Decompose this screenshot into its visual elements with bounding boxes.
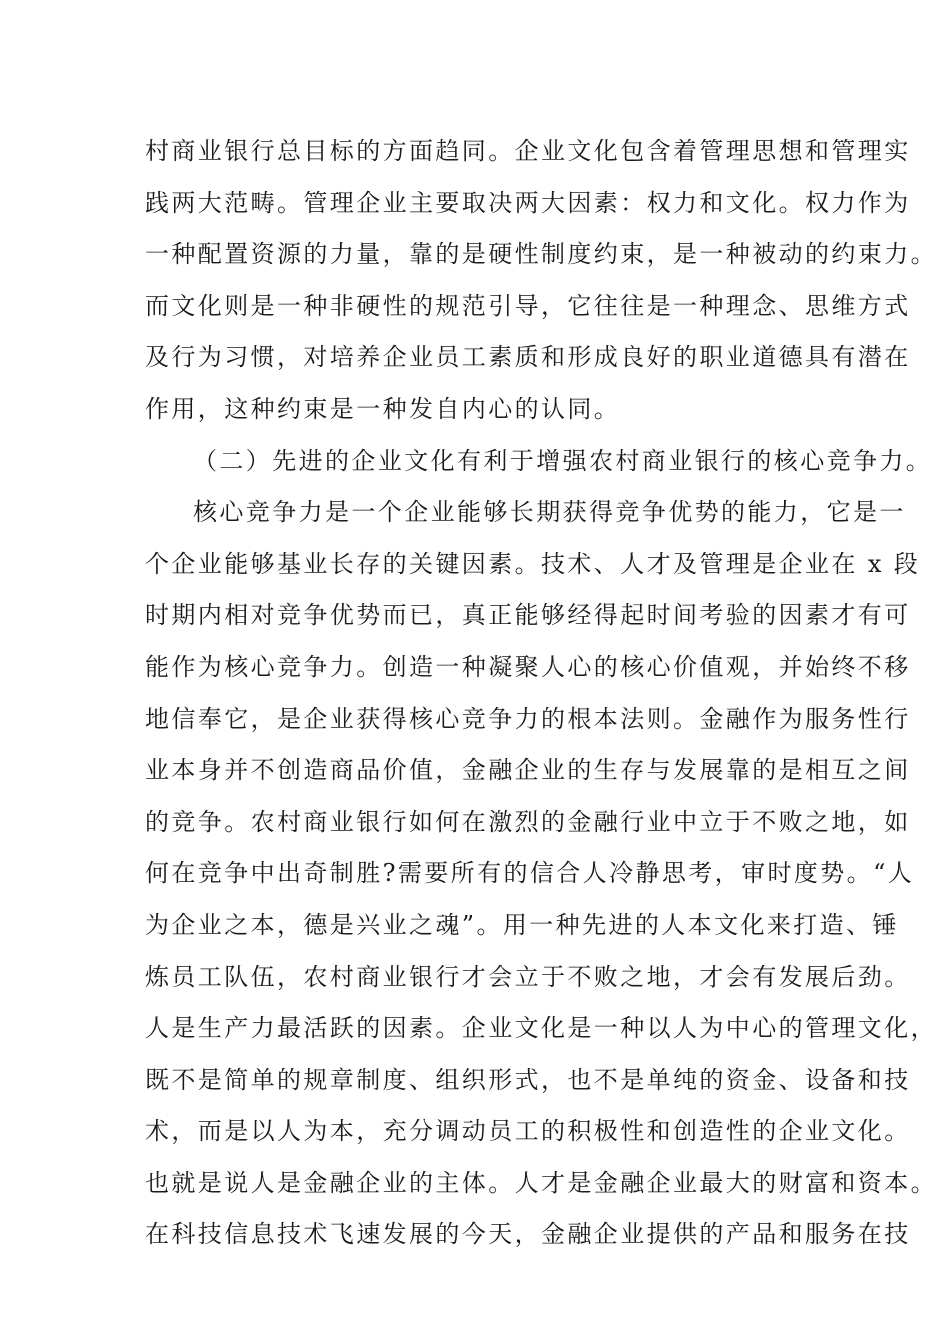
- paragraph-line: 地信奉它，是企业获得核心竞争力的根本法则。金融作为服务性行: [145, 704, 911, 733]
- paragraph-line: 术，而是以人为本，充分调动员工的积极性和创造性的企业文化。: [145, 1117, 911, 1146]
- document-body: [145, 126, 937, 1261]
- paragraph-line: 业本身并不创造商品价值，金融企业的生存与发展靠的是相互之间: [145, 756, 911, 785]
- paragraph-line: 何在竞争中出奇制胜?需要所有的信合人冷静思考，审时度势。“人: [145, 859, 915, 888]
- paragraph-line: 为企业之本，德是兴业之魂”。用一种先进的人本文化来打造、锤: [145, 910, 899, 939]
- paragraph-line: 人是生产力最活跃的因素。企业文化是一种以人为中心的管理文化，: [145, 1014, 937, 1043]
- section-heading: （二）先进的企业文化有利于增强农村商业银行的核心竞争力。: [193, 446, 933, 475]
- paragraph-line: 村商业银行总目标的方面趋同。企业文化包含着管理思想和管理实: [145, 137, 911, 165]
- paragraph-line: 在科技信息技术飞速发展的今天，金融企业提供的产品和服务在技: [145, 1220, 911, 1249]
- paragraph-line: 一种配置资源的力量，靠的是硬性制度约束，是一种被动的约束力。: [145, 240, 937, 269]
- paragraph-line: 时期内相对竞争优势而已，真正能够经得起时间考验的因素才有可: [145, 601, 911, 630]
- paragraph-line: 及行为习惯，对培养企业员工素质和形成良好的职业道德具有潜在: [145, 343, 911, 372]
- paragraph-line: 炼员工队伍，农村商业银行才会立于不败之地，才会有发展后劲。: [145, 962, 911, 991]
- paragraph-line: 能作为核心竞争力。创造一种凝聚人心的核心价值观，并始终不移: [145, 652, 911, 681]
- paragraph-line: 而文化则是一种非硬性的规范引导，它往往是一种理念、思维方式: [145, 291, 911, 320]
- paragraph-line: 的竞争。农村商业银行如何在激烈的金融行业中立于不败之地，如: [145, 807, 911, 836]
- paragraph-line: 作用，这种约束是一种发自内心的认同。: [145, 394, 621, 423]
- paragraph-line: 个企业能够基业长存的关键因素。技术、人才及管理是企业在 x 段: [145, 549, 921, 578]
- paragraph-line: 践两大范畴。管理企业主要取决两大因素：权力和文化。权力作为: [145, 188, 911, 217]
- paragraph-line: 核心竞争力是一个企业能够长期获得竞争优势的能力，它是一: [193, 498, 906, 527]
- paragraph-line: 既不是简单的规章制度、组织形式，也不是单纯的资金、设备和技: [145, 1065, 911, 1094]
- paragraph-line: 也就是说人是金融企业的主体。人才是金融企业最大的财富和资本。: [145, 1168, 937, 1197]
